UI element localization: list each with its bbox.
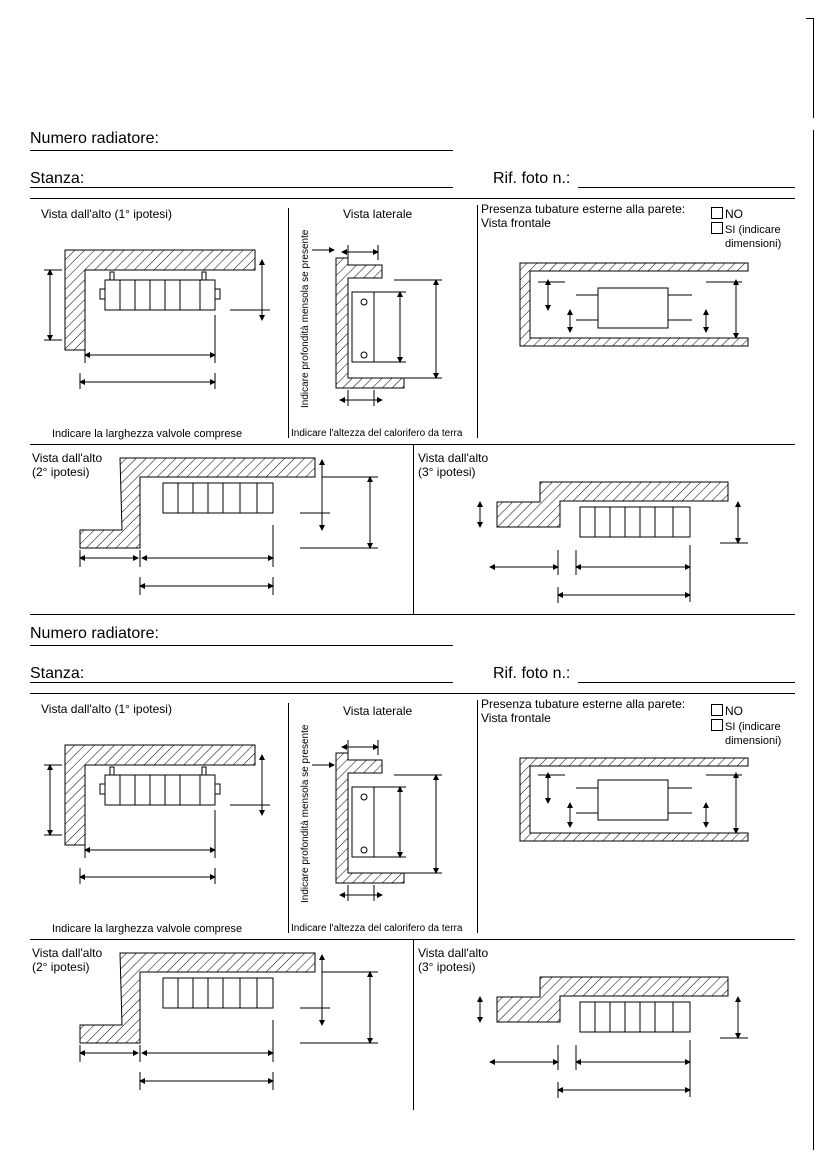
- vista-alto-2-subtitle: (2° ipotesi): [32, 465, 90, 479]
- top-view-1-drawing: [40, 245, 270, 395]
- altezza-calorifero-caption: Indicare l'altezza del calorifero da terra: [291, 923, 463, 934]
- stanza-line[interactable]: [30, 682, 453, 683]
- rif-foto-line[interactable]: [578, 682, 795, 683]
- altezza-calorifero-caption: Indicare l'altezza del calorifero da terra: [291, 428, 463, 439]
- stanza-label: Stanza:: [30, 170, 85, 187]
- vista-laterale-title: Vista laterale: [343, 207, 413, 221]
- numero-radiatore-label: Numero radiatore:: [30, 625, 159, 642]
- panel-divider: [288, 703, 289, 933]
- vista-alto-2-title: Vista dall'alto: [32, 451, 103, 465]
- radiator-form-2: [0, 495, 826, 1115]
- vista-alto-1-title: Vista dall'alto (1° ipotesi): [41, 702, 172, 716]
- no-checkbox[interactable]: [711, 207, 723, 219]
- si-checkbox[interactable]: [711, 719, 723, 731]
- presenza-tubature-label: Presenza tubature esterne alla parete:: [481, 202, 686, 216]
- panel-divider: [288, 208, 289, 438]
- si-label-cont: dimensioni): [725, 238, 782, 250]
- side-view-drawing: [312, 735, 472, 905]
- tubature-no-option[interactable]: [711, 207, 743, 221]
- rif-foto-label: Rif. foto n.:: [493, 665, 571, 682]
- panel-divider: [413, 940, 414, 1110]
- vista-alto-3-subtitle: (3° ipotesi): [418, 465, 476, 479]
- tubature-no-option[interactable]: [711, 704, 743, 718]
- top-view-3-drawing: [470, 970, 760, 1105]
- section-divider: [30, 198, 795, 199]
- tubature-si-option[interactable]: [711, 222, 781, 237]
- vista-alto-3-title: Vista dall'alto: [418, 451, 489, 465]
- no-checkbox[interactable]: [711, 704, 723, 716]
- vista-frontale-title: Vista frontale: [481, 711, 551, 725]
- si-label-cont: dimensioni): [725, 735, 782, 747]
- vista-alto-3-title: Vista dall'alto: [418, 946, 489, 960]
- side-view-drawing: [312, 240, 472, 410]
- tubature-si-option[interactable]: [711, 719, 781, 734]
- section-divider: [30, 693, 795, 694]
- larghezza-valvole-caption: Indicare la larghezza valvole comprese: [52, 428, 243, 440]
- numero-radiatore-line[interactable]: [30, 645, 453, 646]
- vista-laterale-title: Vista laterale: [343, 704, 413, 718]
- rif-foto-label: Rif. foto n.:: [493, 170, 571, 187]
- profondita-mensola-caption: Indicare profondità mensola se presente: [300, 229, 311, 408]
- rif-foto-line[interactable]: [578, 187, 795, 188]
- front-view-drawing: [520, 260, 750, 355]
- vista-alto-1-title: Vista dall'alto (1° ipotesi): [41, 207, 172, 221]
- vista-alto-3-subtitle: (3° ipotesi): [418, 960, 476, 974]
- vista-frontale-title: Vista frontale: [481, 216, 551, 230]
- no-label: NO: [725, 704, 743, 718]
- larghezza-valvole-caption: Indicare la larghezza valvole comprese: [52, 923, 243, 935]
- presenza-tubature-label: Presenza tubature esterne alla parete:: [481, 697, 686, 711]
- panel-divider: [477, 700, 478, 933]
- vista-alto-2-subtitle: (2° ipotesi): [32, 960, 90, 974]
- front-view-drawing: [520, 755, 750, 850]
- no-label: NO: [725, 207, 743, 221]
- si-label: SI (indicare: [725, 224, 781, 236]
- numero-radiatore-label: Numero radiatore:: [30, 130, 159, 147]
- numero-radiatore-line[interactable]: [30, 150, 453, 151]
- si-label: SI (indicare: [725, 721, 781, 733]
- vista-alto-2-title: Vista dall'alto: [32, 946, 103, 960]
- top-view-1-drawing: [40, 740, 270, 890]
- stanza-label: Stanza:: [30, 665, 85, 682]
- panel-divider: [477, 205, 478, 438]
- si-checkbox[interactable]: [711, 222, 723, 234]
- profondita-mensola-caption: Indicare profondità mensola se presente: [300, 724, 311, 903]
- stanza-line[interactable]: [30, 187, 453, 188]
- top-view-2-drawing: [60, 950, 390, 1100]
